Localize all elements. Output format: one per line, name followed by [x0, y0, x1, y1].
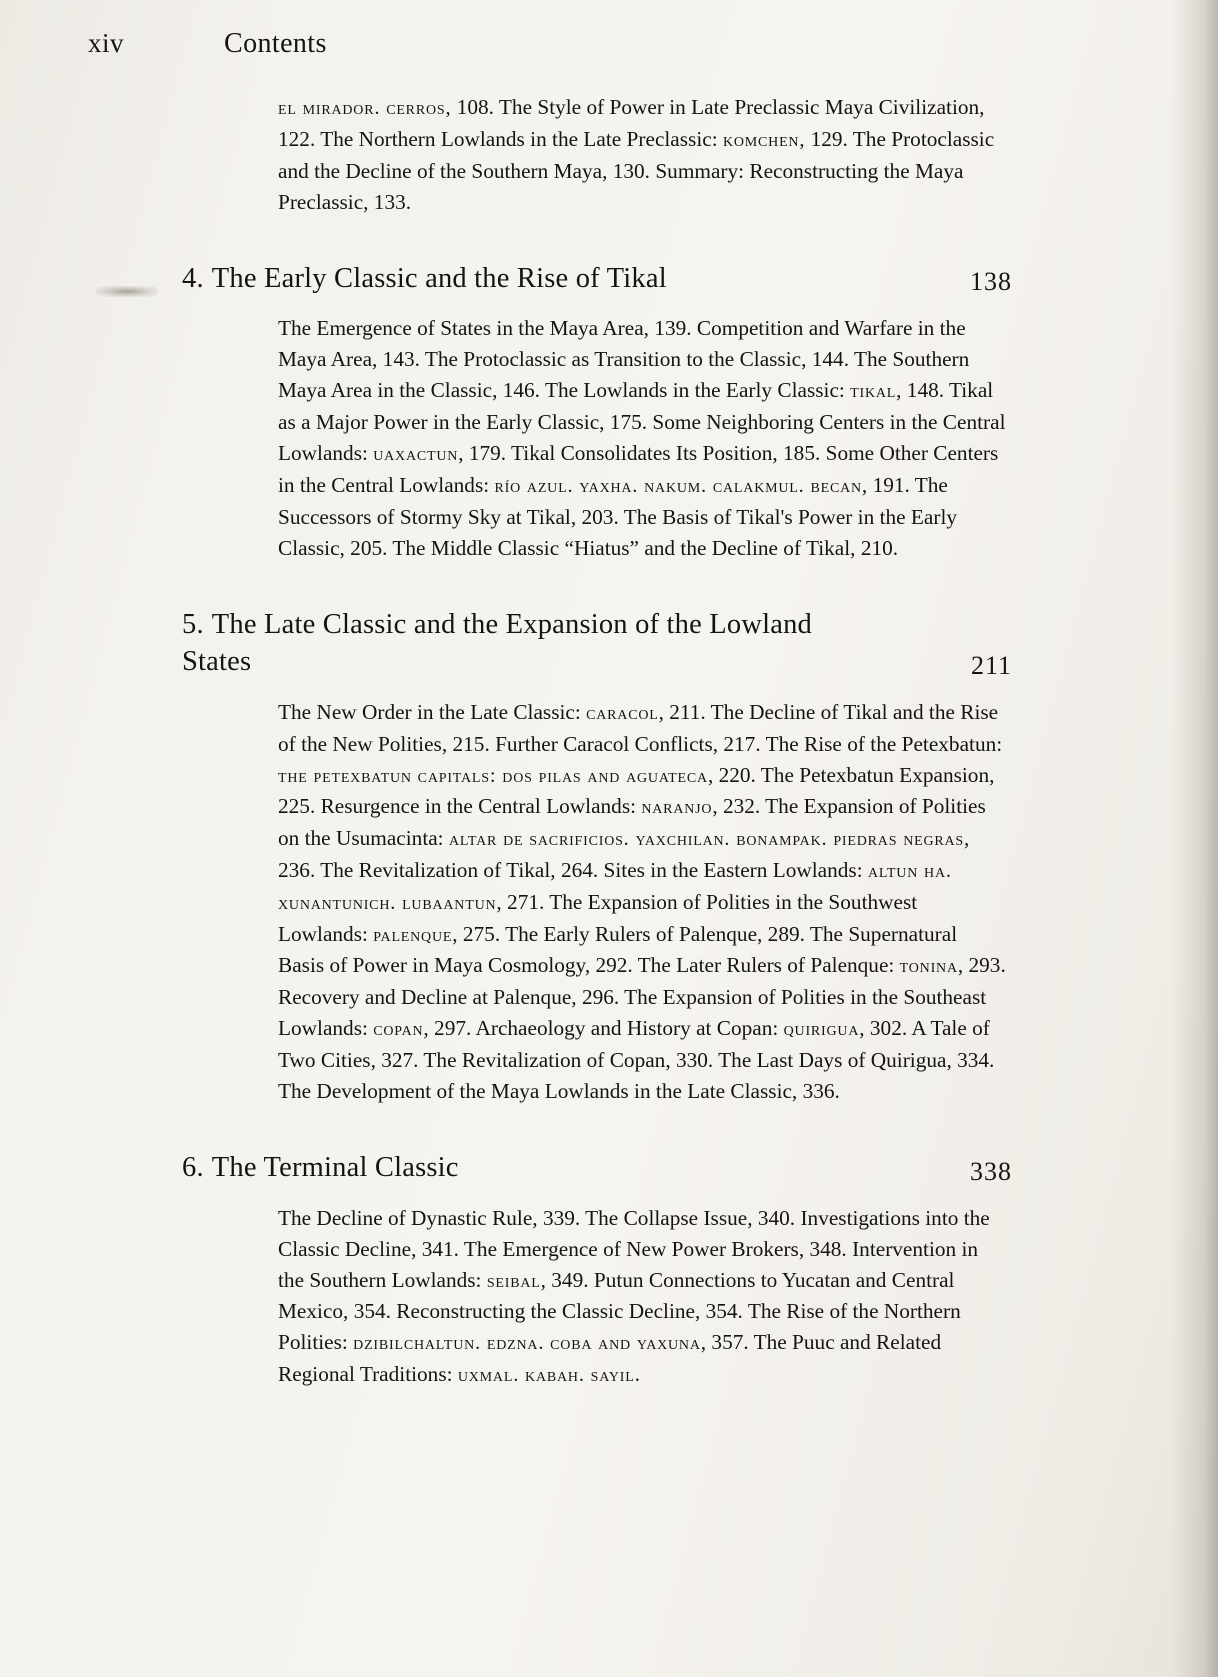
- folio-number: xiv: [88, 28, 125, 58]
- continued-entry-text-2: 129. The Protoclassic and the Decline of the Southern Maya, 130. Summary: Reconstructing the Maya Preclassic, 133.: [278, 126, 995, 214]
- continued-entry-text-1: 108. The Style of Power in Late Preclassic Maya Civilization, 122. The Northern Lowlands in the Late Preclassic:: [278, 95, 985, 151]
- chapter-4-page-number: 138: [970, 267, 1012, 297]
- toc-entry-chapter-5[interactable]: [182, 606, 1012, 1107]
- page-header: [88, 28, 327, 60]
- chapter-4-number: 4.: [182, 262, 204, 294]
- chapter-5-description: The New Order in the Late Classic: caracol, 211. The Decline of Tikal and the Rise of the New Polities, 215. Further Caracol Conflicts, 217. The Rise of the Petexbatun: the petexbatun capitals: dos pilas and aguateca, 220. The Petexbatun Expansion, 225. Resurgence in the Central Lowlands: naranjo, 232. The Expansion of Polities on the Usumacinta: altar de sacrificios. yaxchilan. bonampak. piedras negras, 236. The Revitalization of Tikal, 264. Sites in the Eastern Lowlands: altun ha. xunantunich. lubaantun, 271. The Expansion of Polities in the Southwest Lowlands: palenque, 275. The Early Rulers of Palenque, 289. The Supernatural Basis of Power in Maya Cosmology, 292. The Later Rulers of Palenque: tonina, 293. Recovery and Decline at Palenque, 296. The Expansion of Polities in the Southeast Lowlands: copan, 297. Archaeology and History at Copan: quirigua, 302. A Tale of Two Cities, 327. The Revitalization of Copan, 330. The Last Days of Quirigua, 334. The Development of the Maya Lowlands in the Late Classic, 336.: [278, 699, 1006, 1104]
- chapter-5-title: [182, 606, 872, 681]
- chapter-6-title-text: The Terminal Classic: [211, 1152, 459, 1184]
- chapter-6-number: 6.: [182, 1152, 204, 1184]
- toc-entry-chapter-6[interactable]: [182, 1149, 1012, 1391]
- chapter-5-title-text: The Late Classic and the Expansion of the Lowland States: [182, 608, 812, 678]
- contents-body: [182, 92, 1012, 1391]
- continued-entry-description: [278, 92, 1008, 218]
- chapter-4-title: [182, 260, 667, 298]
- chapter-6-page-number: 338: [970, 1156, 1012, 1186]
- page-smudge-mark: [96, 286, 158, 297]
- page-title: Contents: [224, 28, 327, 59]
- chapter-6-description: The Decline of Dynastic Rule, 339. The Collapse Issue, 340. Investigations into the Classic Decline, 341. The Emergence of New Power Brokers, 348. Intervention in the Southern Lowlands: seibal, 349. Putun Connections to Yucatan and Central Mexico, 354. Reconstructing the Classic Decline, 354. The Rise of the Northern Polities: dzibilchaltun. edzna. coba and yaxuna, 357. The Puuc and Related Regional Traditions: uxmal. kabah. sayil.: [278, 1205, 990, 1387]
- chapter-4-description: The Emergence of States in the Maya Area, 139. Competition and Warfare in the Maya Area, 143. The Protoclassic as Transition to the Classic, 144. The Southern Maya Area in the Classic, 146. The Lowlands in the Early Classic: tikal, 148. Tikal as a Major Power in the Early Classic, 175. Some Neighboring Centers in the Central Lowlands: uaxactun, 179. Tikal Consolidates Its Position, 185. Some Other Centers in the Central Lowlands: río azul. yaxha. nakum. calakmul. becan, 191. The Successors of Stormy Sky at Tikal, 203. The Basis of Tikal's Power in the Early Classic, 205. The Middle Classic “Hiatus” and the Decline of Tikal, 210.: [278, 316, 1006, 560]
- chapter-5-page-number: 211: [970, 650, 1012, 680]
- chapter-5-number: 5.: [182, 608, 204, 640]
- toc-entry-chapter-4[interactable]: [182, 260, 1012, 564]
- continued-entry-lead-sites: el mirador. cerros,: [278, 97, 452, 119]
- chapter-4-title-text: The Early Classic and the Rise of Tikal: [211, 262, 667, 294]
- chapter-6-title: [182, 1149, 459, 1187]
- continued-entry-mid-sites: komchen,: [722, 128, 806, 151]
